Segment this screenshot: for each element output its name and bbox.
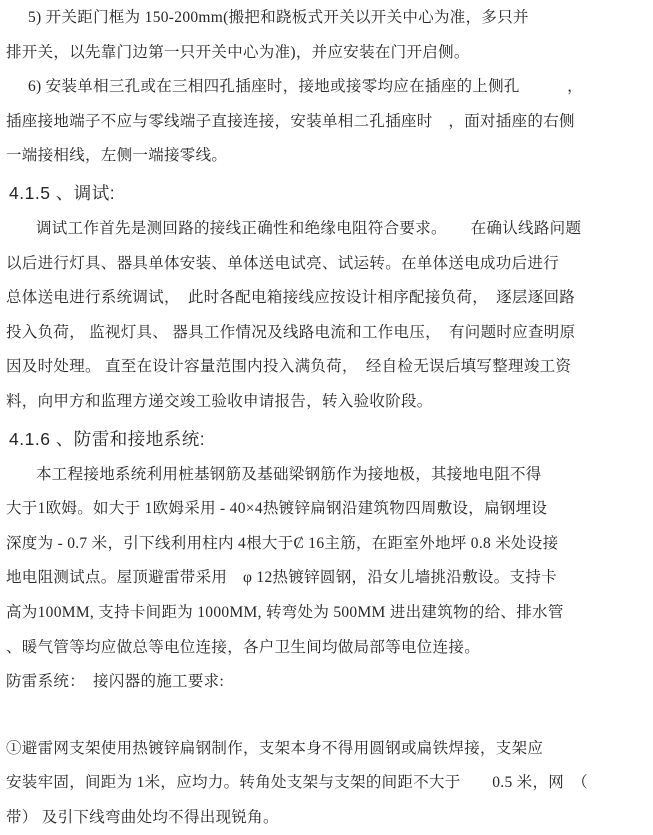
- body-line: 料，向甲方和监理方递交竣工验收申请报告，转入验收阶段。: [6, 392, 433, 410]
- blank-line: [6, 700, 647, 732]
- body-line: 本工程接地系统利用桩基钢筋及基础梁钢筋作为接地极，其接地电阻不得: [36, 465, 542, 483]
- body-line: 总体送电进行系统调试， 此时各配电箱接线应按设计相序配接负荷， 逐层逐回路: [6, 289, 576, 307]
- body-line: 因及时处理。 直至在设计容量范围内投入满负荷， 经自检无误后填写整理竣工资: [6, 358, 572, 376]
- body-line: 安装牢固，间距为 1米，应均力。转角处支架与支架的间距不大于 0.5 米，网 （: [6, 774, 588, 792]
- body-line: 6) 安装单相三孔或在三相四孔插座时，接地或接零均应在插座的上侧孔 ，: [28, 78, 583, 96]
- body-line: 5) 开关距门框为 150-200mm(搬把和跷板式开关以开关中心为准，多只并: [28, 9, 529, 26]
- body-line: 大于1欧姆。如大于 1欧姆采用 - 40×4热镀锌扁钢沿建筑物四周敷设，扁钢埋设: [6, 500, 548, 518]
- body-line: 插座接地端子不应与零线端子直接连接，安装单相二孔插座时 ，面对插座的右侧: [6, 112, 575, 130]
- section-heading-4-1-5: 4.1.5 、调试:: [9, 182, 116, 203]
- body-line: 带） 及引下线弯曲处均不得出现锐角。: [6, 808, 279, 826]
- body-line: 排开关，以先靠门边第一只开关中心为准)，并应安装在门开启侧。: [6, 43, 470, 61]
- body-line: 高为100MM, 支持卡间距为 1000MM, 转弯处为 500MM 进出建筑物的给、排水管: [6, 603, 564, 621]
- body-line: 一端接相线，左侧一端接零线。: [6, 147, 228, 165]
- body-line: 以后进行灯具、器具单体安装、单体送电试亮、试运转。在单体送电成功后进行: [6, 254, 560, 272]
- body-line: 地电阻测试点。屋顶避雷带采用 φ 12热镀锌圆钢，沿女儿墙挑沿敷设。支持卡: [6, 569, 557, 587]
- body-line: 防雷系统： 接闪器的施工要求:: [6, 673, 225, 691]
- section-heading-4-1-6: 4.1.6 、防雷和接地系统:: [9, 428, 206, 449]
- body-line: 投入负荷， 监视灯具、 器具工作情况及线路电流和工作电压， 有问题时应查明原: [6, 323, 576, 341]
- body-line: ①避雷网支架使用热镀锌扁钢制作，支架本身不得用圆钢或扁铁焊接，支架应: [6, 739, 544, 757]
- body-line: 调试工作首先是测回路的接线正确性和绝缘电阻符合要求。 在确认线路问题: [36, 219, 582, 237]
- body-line: 深度为 - 0.7 米，引下线利用柱内 4根大于Ȼ 16主筋，在距室外地坪 0.8 米处设接: [6, 534, 559, 552]
- body-line: 、暖气管等均应做总等电位连接，各户卫生间均做局部等电位连接。: [6, 638, 481, 656]
